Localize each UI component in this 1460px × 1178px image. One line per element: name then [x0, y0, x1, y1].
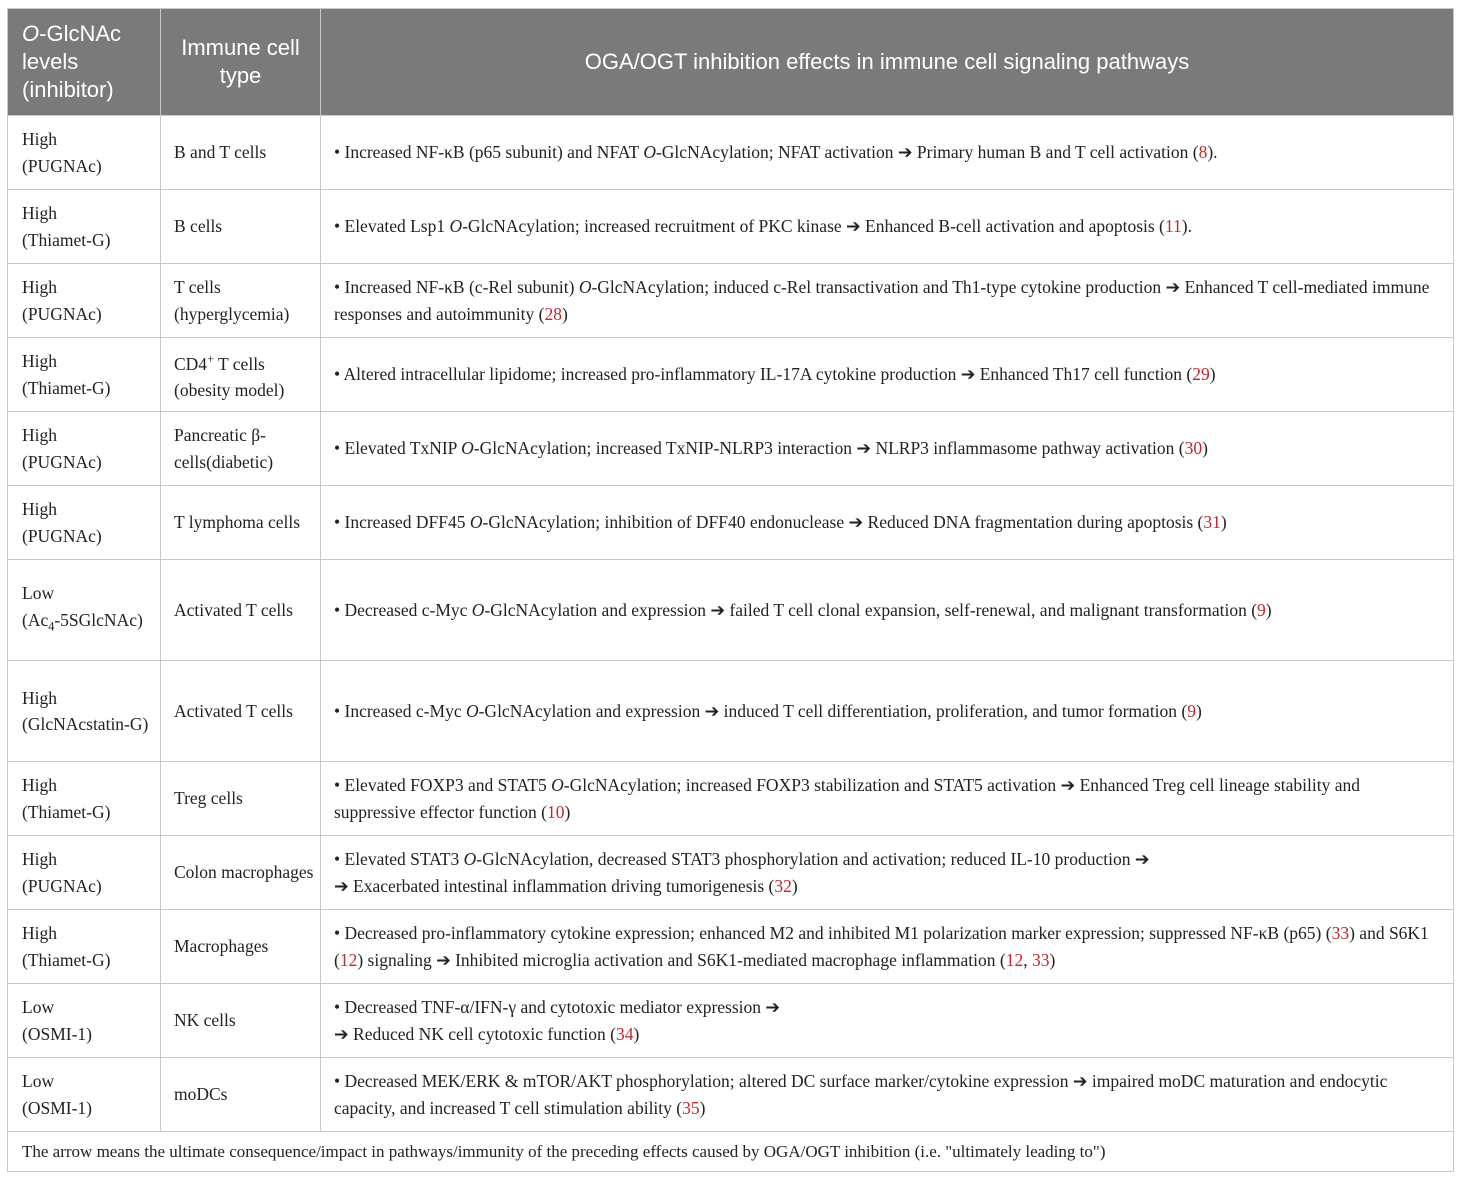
cell-effects: • Elevated STAT3 O-GlcNAcylation, decreased STAT3 phosphorylation and activation; reduced IL-10 production ➔ ➔ Exacerbated intestinal inflammation driving tumorigenesis (32)	[321, 836, 1454, 910]
reference-link[interactable]: 30	[1184, 438, 1203, 459]
cell-glcnac-level	[8, 661, 161, 762]
reference-link[interactable]: 33	[1331, 923, 1350, 943]
header-cell-type: Immune cell type	[161, 9, 321, 116]
table-row	[8, 560, 1454, 661]
table-footnote-row	[8, 1132, 1454, 1172]
reference-link[interactable]: 10	[547, 801, 565, 822]
table-row	[8, 264, 1454, 338]
cell-immune-type: T cells (hyperglycemia)	[161, 264, 321, 338]
table-footnote: The arrow means the ultimate consequence/impact in pathways/immunity of the preceding effects caused by OGA/OGT inhibition (i.e. "ultimately leading to")	[8, 1132, 1454, 1172]
reference-link[interactable]: 35	[682, 1097, 700, 1118]
level-text: High	[22, 277, 57, 297]
inhibitor-text: (PUGNAc)	[22, 451, 102, 472]
level-text: High	[22, 499, 57, 519]
inhibitor-text: (Thiamet-G)	[22, 801, 111, 822]
table-row	[8, 836, 1454, 910]
table-row	[8, 190, 1454, 264]
table-row	[8, 486, 1454, 560]
cell-immune-type: Colon macrophages	[161, 836, 321, 910]
cell-glcnac-level	[8, 190, 161, 264]
cell-effects: • Increased NF-κB (p65 subunit) and NFAT O-GlcNAcylation; NFAT activation ➔ Primary human B and T cell activation (8).	[321, 116, 1454, 190]
reference-link[interactable]: 8	[1198, 142, 1208, 163]
cell-immune-type: NK cells	[161, 984, 321, 1058]
reference-link[interactable]: 28	[544, 303, 562, 324]
reference-link[interactable]: 29	[1192, 364, 1210, 385]
cell-immune-type: B cells	[161, 190, 321, 264]
level-text: High	[22, 687, 57, 708]
cell-glcnac-level	[8, 910, 161, 984]
table-row	[8, 1058, 1454, 1132]
level-text: High	[22, 203, 57, 223]
cell-immune-type: Activated T cells	[161, 560, 321, 661]
cell-glcnac-level	[8, 762, 161, 836]
table-header-row	[8, 9, 1454, 116]
reference-link[interactable]: 31	[1203, 512, 1221, 533]
table-row	[8, 984, 1454, 1058]
reference-link[interactable]: 33	[1031, 949, 1050, 970]
header-levels: O-GlcNAc levels (inhibitor)	[8, 9, 161, 116]
cell-immune-type: Macrophages	[161, 910, 321, 984]
table-row	[8, 412, 1454, 486]
level-text: Low	[22, 997, 55, 1017]
reference-link[interactable]: 12	[1005, 949, 1024, 970]
level-text: High	[22, 775, 57, 795]
inhibition-effects-table	[7, 8, 1454, 1172]
table-row	[8, 661, 1454, 762]
reference-link[interactable]: 11	[1164, 216, 1182, 237]
table-row	[8, 762, 1454, 836]
cell-effects: • Decreased TNF-α/IFN-γ and cytotoxic mediator expression ➔ ➔ Reduced NK cell cytotoxic function (34)	[321, 984, 1454, 1058]
cell-glcnac-level	[8, 1058, 161, 1132]
header-effects: OGA/OGT inhibition effects in immune cell signaling pathways	[321, 9, 1454, 116]
cell-effects: • Decreased c-Myc O-GlcNAcylation and expression ➔ failed T cell clonal expansion, self-renewal, and malignant transformation (9)	[321, 560, 1454, 661]
cell-effects: • Increased NF-κB (c-Rel subunit) O-GlcNAcylation; induced c-Rel transactivation and Th1-type cytokine production ➔ Enhanced T cell-mediated immune responses and autoimmunity (28)	[321, 264, 1454, 338]
inhibitor-text: (OSMI-1)	[22, 1023, 92, 1044]
cell-glcnac-level	[8, 560, 161, 661]
cell-effects: • Elevated Lsp1 O-GlcNAcylation; increased recruitment of PKC kinase ➔ Enhanced B-cell activation and apoptosis (11).	[321, 190, 1454, 264]
reference-link[interactable]: 9	[1257, 599, 1266, 620]
table-row	[8, 116, 1454, 190]
inhibitor-text: $(Ac_4-5SGlcNAc)$	[22, 609, 143, 634]
cell-effects: • Decreased MEK/ERK & mTOR/AKT phosphorylation; altered DC surface marker/cytokine expression ➔ impaired moDC maturation and endocytic capacity, and increased T cell stimulation ability (35)	[321, 1058, 1454, 1132]
level-text: High	[22, 849, 57, 869]
cell-effects: • Altered intracellular lipidome; increased pro-inflammatory IL-17A cytokine production ➔ Enhanced Th17 cell function (29)	[321, 338, 1454, 412]
cell-effects: • Increased DFF45 O-GlcNAcylation; inhibition of DFF40 endonuclease ➔ Reduced DNA fragmentation during apoptosis (31)	[321, 486, 1454, 560]
level-text: Low	[22, 1071, 55, 1091]
inhibitor-text: (PUGNAc)	[22, 303, 102, 324]
inhibitor-text: (Thiamet-G)	[22, 949, 111, 970]
level-text: High	[22, 923, 57, 943]
cell-glcnac-level	[8, 264, 161, 338]
level-text: Low	[22, 583, 55, 604]
cell-effects: • Increased c-Myc O-GlcNAcylation and expression ➔ induced T cell differentiation, proliferation, and tumor formation (9)	[321, 661, 1454, 762]
cell-immune-type: Treg cells	[161, 762, 321, 836]
cell-effects: • Decreased pro-inflammatory cytokine expression; enhanced M2 and inhibited M1 polarization marker expression; suppressed NF-κB (p65) (33) and S6K1 (12) signaling ➔ Inhibited microglia activation and S6K1-mediated macrophage inflammation (12, 33)	[321, 910, 1454, 984]
inhibitor-text: (OSMI-1)	[22, 1097, 92, 1118]
inhibitor-text: (Thiamet-G)	[22, 377, 111, 398]
inhibitor-text: (PUGNAc)	[22, 525, 102, 546]
inhibitor-text: (GlcNAcstatin-G)	[22, 714, 149, 734]
reference-link[interactable]: 9	[1187, 700, 1196, 721]
cell-effects: • Elevated FOXP3 and STAT5 O-GlcNAcylation; increased FOXP3 stabilization and STAT5 activation ➔ Enhanced Treg cell lineage stability and suppressive effector function (10)	[321, 762, 1454, 836]
cell-immune-type: T lymphoma cells	[161, 486, 321, 560]
inhibitor-text: (Thiamet-G)	[22, 229, 111, 250]
level-text: High	[22, 129, 57, 149]
level-text: High	[22, 425, 57, 445]
level-text: High	[22, 351, 57, 371]
inhibitor-text: (PUGNAc)	[22, 155, 102, 176]
table-row	[8, 910, 1454, 984]
reference-link[interactable]: 32	[774, 875, 792, 896]
cell-glcnac-level	[8, 116, 161, 190]
cell-glcnac-level	[8, 984, 161, 1058]
cell-immune-type: CD4+ T cells (obesity model)	[161, 338, 321, 412]
cell-glcnac-level	[8, 412, 161, 486]
cell-immune-type: Pancreatic β-cells(diabetic)	[161, 412, 321, 486]
cell-effects: • Elevated TxNIP O-GlcNAcylation; increased TxNIP-NLRP3 interaction ➔ NLRP3 inflammasome pathway activation (30)	[321, 412, 1454, 486]
cell-glcnac-level	[8, 486, 161, 560]
reference-link[interactable]: 34	[615, 1023, 634, 1044]
cell-immune-type: moDCs	[161, 1058, 321, 1132]
cell-glcnac-level	[8, 836, 161, 910]
reference-link[interactable]: 12	[339, 949, 358, 970]
inhibitor-text: (PUGNAc)	[22, 875, 102, 896]
table-row	[8, 338, 1454, 412]
cell-immune-type: B and T cells	[161, 116, 321, 190]
cell-immune-type: Activated T cells	[161, 661, 321, 762]
cell-glcnac-level	[8, 338, 161, 412]
